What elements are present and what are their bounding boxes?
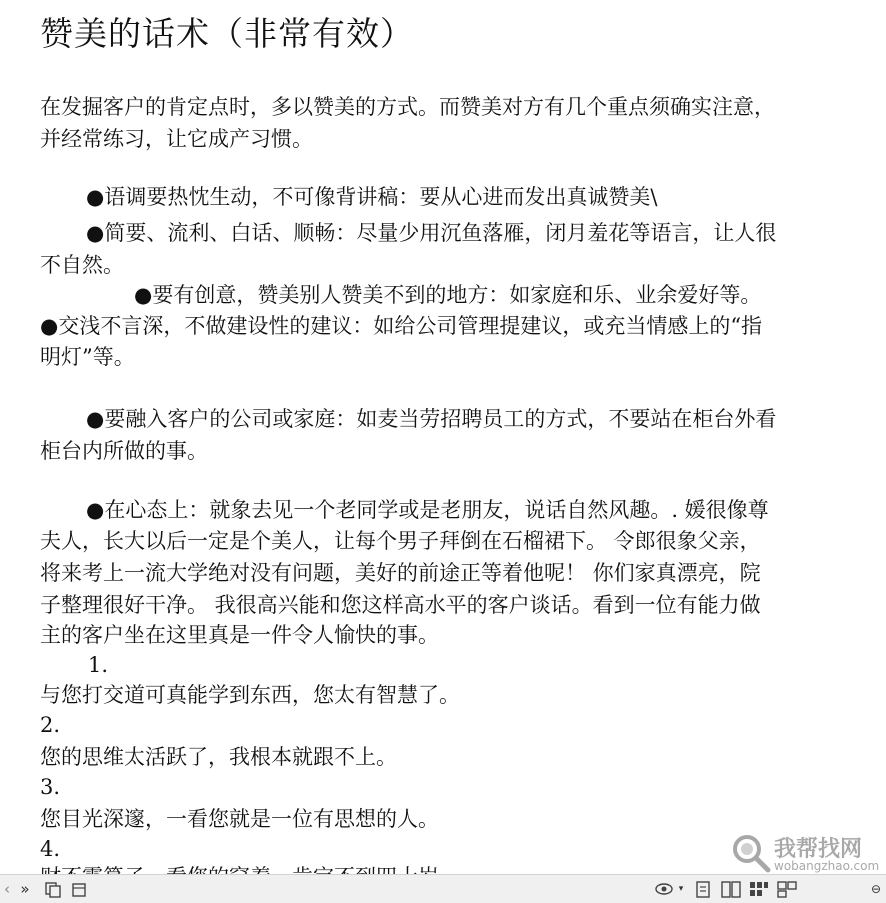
list-number: 3. [40, 775, 61, 799]
list-number: 1. [88, 653, 109, 677]
paragraph-line: 柜台内所做的事。 [40, 439, 208, 463]
watermark-url: wobangzhao.com [774, 859, 880, 873]
eye-icon[interactable] [654, 878, 674, 900]
document-title: 赞美的话术（非常有效） [40, 14, 414, 53]
single-page-icon[interactable] [694, 878, 712, 900]
zoom-out-icon[interactable]: ⊖ [870, 882, 882, 896]
site-watermark [730, 832, 886, 874]
paragraph-line: 并经常练习，让它成产习惯。 [40, 127, 313, 151]
list-item: 与您打交道可真能学到东西，您太有智慧了。 [40, 683, 460, 707]
multi-page-icon[interactable] [748, 878, 770, 900]
list-item: 您目光深邃，一看您就是一位有思想的人。 [40, 807, 439, 831]
grid-view-icon[interactable] [776, 878, 798, 900]
paragraph-line: 在发掘客户的肯定点时，多以赞美的方式。而赞美对方有几个重点须确实注意， [40, 95, 775, 119]
chevron-down-icon[interactable]: ▾ [678, 884, 684, 894]
bullet-line: ●交浅不言深，不做建设性的建议：如给公司管理提建议，或充当情感上的“指 [40, 314, 763, 338]
list-item: 您的思维太活跃了，我根本就跟不上。 [40, 745, 397, 769]
bullet-line: ●语调要热忱生动，不可像背讲稿：要从心进而发出真诚赞美\ [86, 185, 658, 209]
scroll-left-icon[interactable]: ‹ [4, 880, 10, 898]
watermark-text: 我帮找网 [774, 837, 863, 862]
bullet-line: ●在心态上：就象去见一个老同学或是老朋友，说话自然风趣。. 媛很像尊 [86, 498, 769, 522]
two-page-icon[interactable] [720, 878, 742, 900]
list-number: 4. [40, 837, 61, 861]
bullet-line: ●简要、流利、白话、顺畅：尽量少用沉鱼落雁，闭月羞花等语言，让人很 [86, 221, 777, 245]
paragraph-line: 将来考上一流大学绝对没有问题，美好的前途正等着他呢！ 你们家真漂亮，院 [40, 561, 761, 585]
magnifier-logo-icon [730, 832, 772, 874]
paragraph-line: 主的客户坐在这里真是一件令人愉快的事。 [40, 623, 439, 647]
paragraph-line: 不自然。 [40, 253, 124, 277]
list-number: 2. [40, 713, 61, 737]
paragraph-line: 夫人，长大以后一定是个美人，让每个男子拜倒在石榴裙下。 令郎很象父亲， [40, 529, 761, 553]
duplicate-page-icon[interactable] [70, 878, 88, 900]
bottom-toolbar [0, 874, 886, 903]
double-chevron-right-icon[interactable]: » [20, 880, 30, 898]
bullet-line: ●要融入客户的公司或家庭：如麦当劳招聘员工的方式，不要站在柜台外看 [86, 407, 777, 431]
copy-page-icon[interactable] [44, 878, 62, 900]
paragraph-line: 子整理很好干净。 我很高兴能和您这样高水平的客户谈话。看到一位有能力做 [40, 593, 761, 617]
paragraph-line: 明灯”等。 [40, 345, 135, 369]
bullet-line: ●要有创意，赞美别人赞美不到的地方：如家庭和乐、业余爱好等。 [134, 283, 762, 307]
